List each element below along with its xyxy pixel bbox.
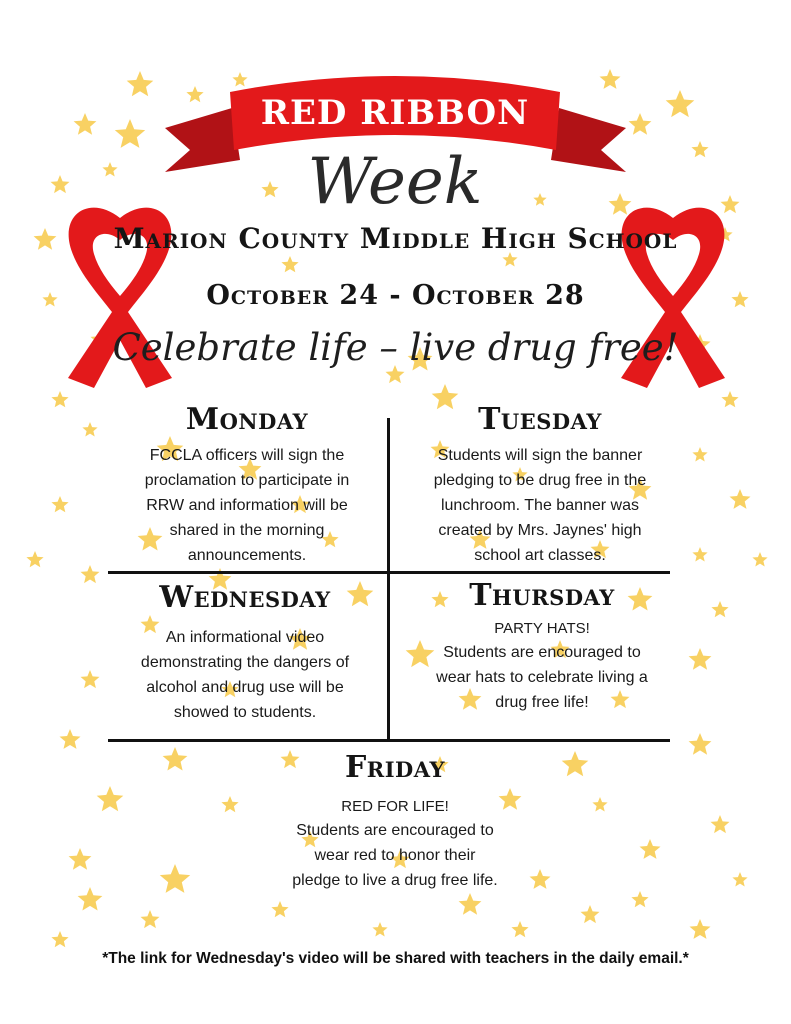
script-title: Week [307,145,483,219]
star-icon [692,447,707,462]
star-icon [711,601,728,617]
day-description: An informational video demonstrating the dangers of alcohol and drug use will be showed to students. [140,629,350,721]
day-subtitle: PARTY HATS! [494,620,590,637]
star-icon [689,648,712,670]
star-icon [459,893,482,915]
star-icon [690,919,711,939]
star-icon [640,839,661,859]
day-friday [195,750,595,893]
star-icon [281,256,298,272]
day-description: Students are encouraged to wear hats to celebrate living a drug free life! [436,644,648,711]
day-subtitle: RED FOR LIFE! [341,798,449,815]
star-icon [78,887,103,911]
star-icon [730,489,751,509]
star-icon [51,931,68,947]
day-description: Students will sign the banner pledging to be drug free in the lunchroom. The banner was created by Mrs. Jaynes' high school art classes. [433,447,647,564]
day-thursday [392,578,692,715]
day-title: Thursday [469,578,615,613]
banner-text: RED RIBBON [260,93,530,133]
star-icon [581,905,600,923]
star-icon [51,391,68,407]
star-icon [271,901,288,917]
star-icon [81,565,100,583]
school-name: Marion County Middle High School [113,222,678,255]
event-dates: October 24 - October 28 [206,280,585,311]
star-icon [732,872,747,887]
star-icon [97,786,124,811]
day-description: Students are encouraged to wear red to honor their pledge to live a drug free life. [292,822,498,889]
star-icon [81,670,100,688]
star-icon [69,848,92,870]
star-icon [631,891,648,907]
star-icon [752,552,767,567]
day-title: Monday [185,402,309,437]
star-icon [692,547,707,562]
day-title: Wednesday [159,580,331,615]
star-icon [721,391,738,407]
star-icon [60,729,81,749]
star-icon [160,864,190,893]
day-tuesday [392,402,688,568]
tagline: Celebrate life – live drug free! [112,326,679,369]
day-title: Friday [344,750,446,785]
star-icon [372,922,387,937]
star-icon [26,551,43,567]
star-icon [163,747,188,771]
horizontal-divider-bottom [108,739,670,742]
footnote: *The link for Wednesday's video will be shared with teachers in the daily email.* [102,950,689,967]
star-icon [82,422,97,437]
horizontal-divider-middle [108,571,670,574]
day-description: FCCLA officers will sign the proclamation to participate in RRW and information will be shared in the morning announcements. [144,447,350,564]
star-icon [51,496,68,512]
day-wednesday [100,580,390,725]
star-icon [511,921,528,937]
star-icon [689,733,712,755]
star-icon [141,910,160,928]
star-icon [711,815,730,833]
day-monday [108,402,386,568]
day-title: Tuesday [478,402,602,437]
